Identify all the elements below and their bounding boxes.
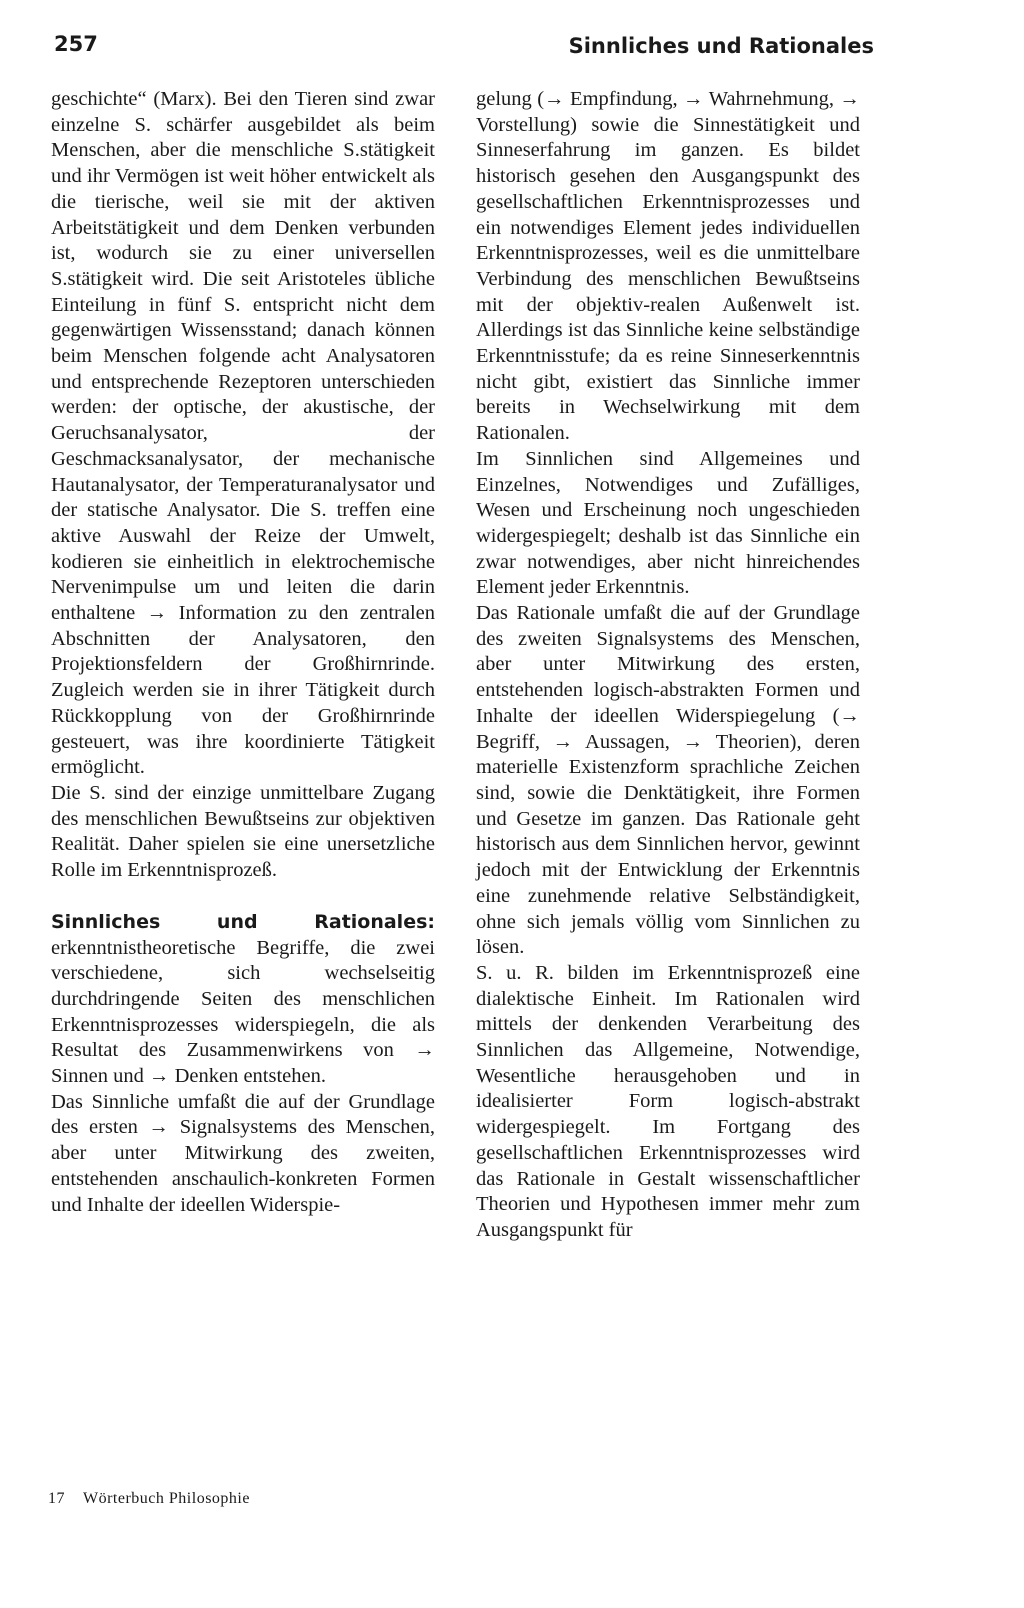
- entry-headword: Sinnliches und Rationales:: [51, 910, 435, 933]
- paragraph-rationale: Das Rationale umfaßt die auf der Grundlage des zweiten Signalsystems des Menschen, aber unter Mitwirkung des ersten, entstehenden logisch-abstrakten Formen und Inhalte der ideellen Widerspiegelung (→ Begriff, → Aussagen, → Theorien), deren materielle Existenzform sprachliche Zeichen sind, sowie die Denktätigkeit, ihre Formen und Gesetze im ganzen. Das Rationale geht historisch aus dem Sinnlichen hervor, gewinnt jedoch mit der Entwicklung der Erkenntnis eine zunehmende relative Selbständigkeit, ohne sich jemals völlig vom Sinnlichen zu lösen.: [476, 602, 860, 959]
- running-head: Sinnliches und Rationales: [568, 34, 874, 58]
- paragraph-sinnliche: Das Sinnliche umfaßt die auf der Grundlage des ersten → Signalsystems des Menschen, aber unter Mitwirkung des zweiten, entstehenden anschaulich-konkreten Formen und Inhalte der ideellen Widerspie-: [51, 1090, 435, 1216]
- entry-sinnliches-rationales: [51, 910, 435, 1090]
- page-footer: [48, 1490, 250, 1508]
- signature-mark: 17: [48, 1490, 65, 1507]
- paragraph-allgemeines: Im Sinnlichen sind Allgemeines und Einzelnes, Notwendiges und Zufälliges, Wesen und Erscheinung noch ungeschieden widergespiegelt; deshalb ist das Sinnliche ein zwar notwendiges, aber nicht hinreichendes Element jeder Erkenntnis.: [476, 447, 860, 599]
- paragraph-einheit: S. u. R. bilden im Erkenntnisprozeß eine dialektische Einheit. Im Rationalen wird mittels der denkenden Verarbeitung des Sinnlichen das Allgemeine, Notwendige, Wesentliche herausgehoben und in idealisierter Form logisch-abstrakt widergespiegelt. Im Fortgang des gesellschaftlichen Erkenntnisprozesses wird das Rationale in Gestalt wissenschaftlicher Theorien und Hypothesen immer mehr zum Ausgangspunkt für: [476, 961, 860, 1241]
- page-number: 257: [54, 32, 98, 56]
- book-title: Wörterbuch Philosophie: [83, 1490, 250, 1507]
- paragraph-sinne-zugang: Die S. sind der einzige unmittelbare Zugang des menschlichen Bewußtseins zur objektiven Realität. Daher spielen sie eine unersetzliche Rolle im Erkenntnisprozeß.: [51, 781, 435, 882]
- right-column: [476, 87, 860, 1244]
- paragraph-sinne-continuation: geschichte“ (Marx). Bei den Tieren sind zwar einzelne S. schärfer ausgebildet als beim Menschen, aber die menschliche S.stätigkeit und ihr Vermögen ist weit höher entwickelt als die tierische, weil sie mit der aktiven Arbeitstätigkeit und dem Denken verbunden ist, wodurch sie zu einer universellen S.stätigkeit wird. Die seit Aristoteles übliche Einteilung in fünf S. entspricht nicht dem gegenwärtigen Wissensstand; danach können beim Menschen folgende acht Analysatoren und entsprechende Rezeptoren unterschieden werden: der optische, der akustische, der Geruchsanalysator, der Geschmacksanalysator, der mechanische Hautanalysator, der Temperaturanalysator und der statische Analysator. Die S. treffen eine aktive Auswahl der Reize der Umwelt, kodieren sie einheitlich in elektrochemische Nervenimpulse um und leiten die darin enthaltene → Information zu den zentralen Abschnitten der Analysatoren, den Projektionsfeldern der Großhirnrinde. Zugleich werden sie in ihrer Tätigkeit durch Rückkopplung von der Großhirnrinde gesteuert, was ihre koordinierte Tätigkeit ermöglicht.: [51, 88, 435, 779]
- paragraph-widerspiegelung: gelung (→ Empfindung, → Wahrnehmung, → Vorstellung) sowie die Sinnestätigkeit und Sinneserfahrung im ganzen. Es bildet historisch gesehen den Ausgangspunkt des gesellschaftlichen Erkenntnisprozesses und ein notwendiges Element jedes individuellen Erkenntnisprozesses, weil es die unmittelbare Verbindung des menschlichen Bewußtseins mit der objektiv-realen Außenwelt ist. Allerdings ist das Sinnliche keine selbständige Erkenntnisstufe; da es reine Sinneserkenntnis nicht gibt, existiert das Sinnliche immer bereits in Wechselwirkung mit dem Rationalen.: [476, 88, 860, 445]
- entry-spacer: [51, 884, 435, 910]
- entry-definition: erkenntnistheoretische Begriffe, die zwei verschiedene, sich wechselseitig durchdringende Seiten des menschlichen Erkenntnisprozesses widerspiegeln, die als Resultat des Zusammenwirkens von → Sinnen und → Denken entstehen.: [51, 936, 435, 1088]
- left-column: [51, 87, 435, 1218]
